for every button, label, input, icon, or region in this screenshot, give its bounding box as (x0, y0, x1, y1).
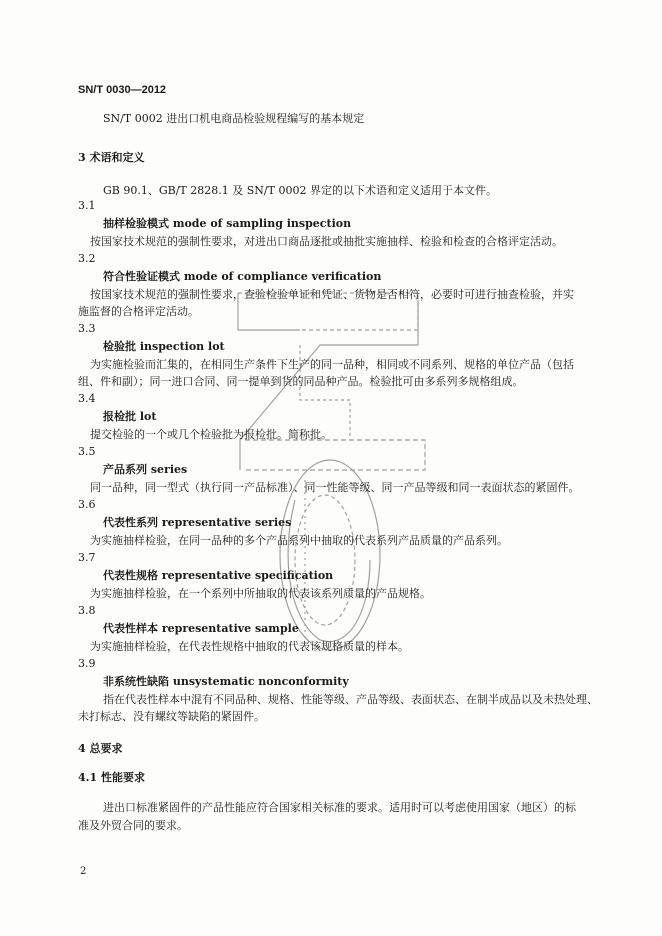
term-heading: 代表性规格 representative specification (103, 569, 334, 582)
definition-text: 按国家技术规范的强制性要求，对进出口商品逐批或抽批实施抽样、检验和检查的合格评定活动。 (90, 235, 563, 248)
clause-number: 3.7 (78, 551, 96, 564)
clause-number: 3.2 (78, 252, 96, 265)
term-heading: 非系统性缺陷 unsystematic nonconformity (103, 675, 349, 688)
term-heading: 符合性验证模式 mode of compliance verification (103, 270, 382, 283)
page-number: 2 (80, 866, 87, 877)
term-heading: 检验批 inspection lot (103, 340, 225, 353)
definition-text: 未打标志、没有螺纹等缺陷的紧固件。 (78, 710, 265, 723)
definition-text: 为实施抽样检验，在代表性规格中抽取的代表该规格质量的样本。 (90, 640, 409, 653)
clause-number: 3.5 (78, 445, 96, 458)
definition-text: 为实施抽样检验，在一个系列中所抽取的代表该系列质量的产品规格。 (90, 587, 431, 600)
definition-text: 同一品种，同一型式（执行同一产品标准）、同一性能等级、同一产品等级和同一表面状态的紧固件。 (90, 481, 580, 494)
term-heading: 代表性样本 representative sample (103, 622, 299, 635)
clause-number: 3.4 (78, 392, 96, 405)
section-4-1-heading: 4.1 性能要求 (78, 771, 145, 784)
section-4-heading: 4 总要求 (78, 742, 123, 755)
section-3-intro: GB 90.1、GB/T 2828.1 及 SN/T 0002 界定的以下术语和定义适用于本文件。 (103, 184, 497, 197)
definition-text: 施监督的合格评定活动。 (78, 305, 199, 318)
definition-text: 组、件和副）；同一进口合同、同一提单到货的同品种产品。检验批可由多系列多规格组成。 (78, 375, 524, 388)
definition-text: 为实施检验而汇集的，在相同生产条件下生产的同一品种，相同或不同系列、规格的单位产品（包括 (90, 358, 574, 371)
term-heading: 产品系列 series (103, 463, 188, 476)
definition-text: 为实施抽样检验，在同一品种的多个产品系列中抽取的代表系列产品质量的产品系列。 (90, 534, 508, 547)
clause-number: 3.1 (78, 199, 96, 212)
clause-number: 3.9 (78, 657, 96, 670)
definition-text: 按国家技术规范的强制性要求，查验检验单证和凭证、货物是否相符，必要时可进行抽查检验，并实 (90, 288, 574, 301)
definition-text: 提交检验的一个或几个检验批为报检批。简称批。 (90, 428, 332, 441)
term-heading: 报检批 lot (103, 410, 157, 423)
term-heading: 抽样检验模式 mode of sampling inspection (103, 217, 352, 230)
definition-text: 指在代表性样本中混有不同品种、规格、性能等级、产品等级、表面状态、在制半成品以及未热处理、 (103, 693, 598, 706)
section-4-1-text: 进出口标准紧固件的产品性能应符合国家相关标准的要求。适用时可以考虑使用国家（地区）的标 (103, 801, 576, 814)
section-4-1-text: 准及外贸合同的要求。 (78, 819, 188, 832)
clause-number: 3.6 (78, 498, 96, 511)
term-heading: 代表性系列 representative series (103, 516, 292, 529)
section-3-heading: 3 术语和定义 (78, 151, 145, 164)
normative-reference: SN/T 0002 进出口机电商品检验规程编写的基本规定 (103, 112, 365, 125)
clause-number: 3.8 (78, 604, 96, 617)
standard-code-header: SN/T 0030—2012 (78, 84, 167, 96)
clause-number: 3.3 (78, 322, 96, 335)
